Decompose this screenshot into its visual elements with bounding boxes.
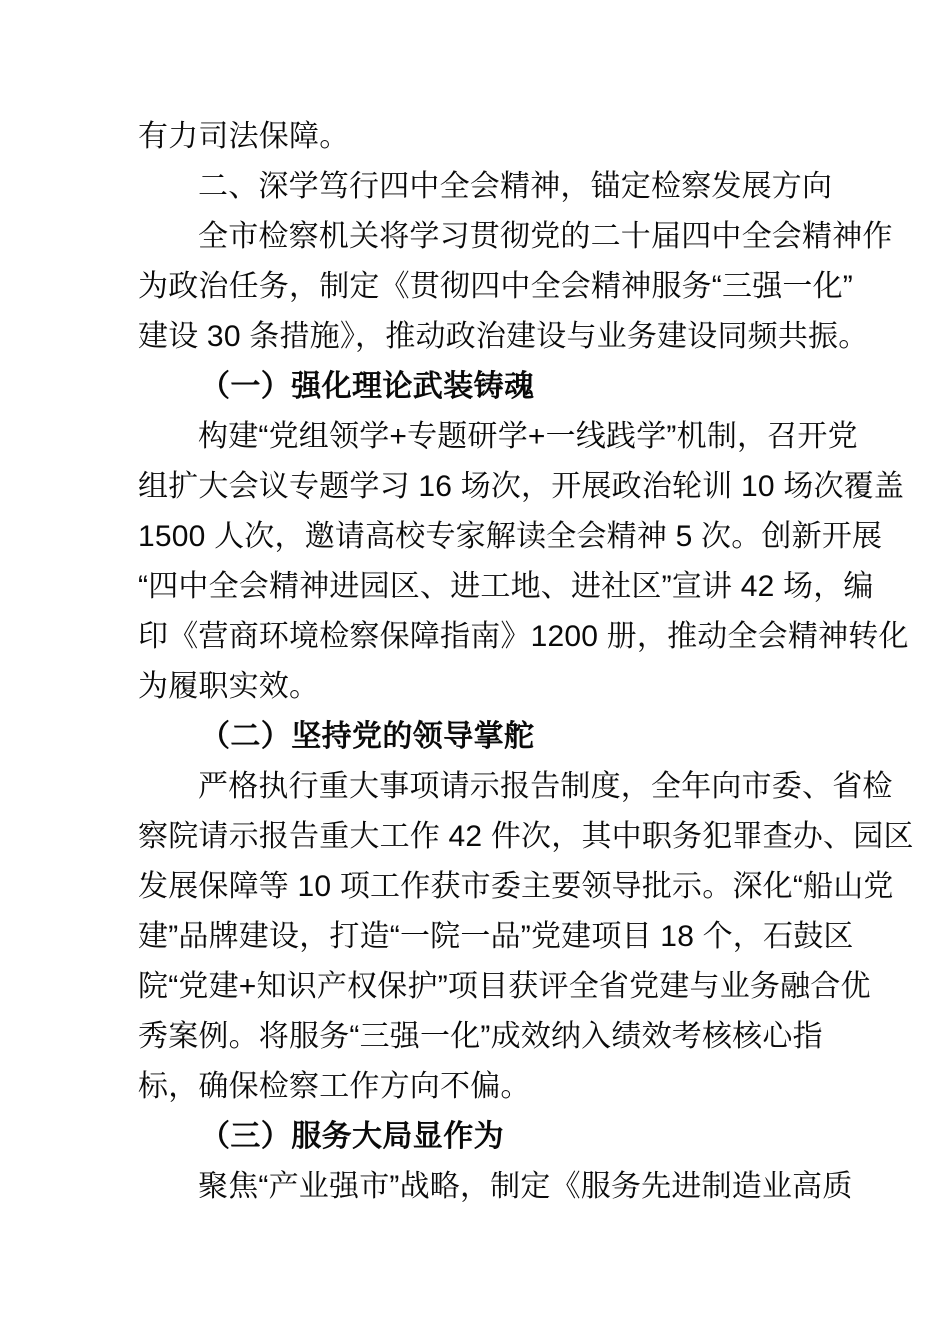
subheading-three: （三）服务大局显作为: [200, 1120, 504, 1153]
body-line: 建”品牌建设，打造“一院一品”党建项目 18 个，石鼓区: [138, 920, 854, 953]
section-heading: 二、深学笃行四中全会精神，锚定检察发展方向: [198, 170, 833, 203]
body-line: 构建“党组领学+专题研学+一线践学”机制，召开党: [198, 420, 858, 453]
body-line: 严格执行重大事项请示报告制度，全年向市委、省检: [198, 770, 893, 803]
body-line: 印《营商环境检察保障指南》1200 册，推动全会精神转化: [138, 620, 909, 653]
body-line: 组扩大会议专题学习 16 场次，开展政治轮训 10 场次覆盖: [138, 470, 905, 503]
body-line: 院“党建+知识产权保护”项目获评全省党建与业务融合优: [138, 970, 871, 1003]
body-line: 察院请示报告重大工作 42 件次，其中职务犯罪查办、园区: [138, 820, 914, 853]
body-line: 建设 30 条措施》，推动政治建设与业务建设同频共振。: [138, 320, 869, 353]
subheading-two: （二）坚持党的领导掌舵: [200, 720, 535, 753]
body-line: 有力司法保障。: [138, 120, 350, 153]
subheading-one: （一）强化理论武装铸魂: [200, 370, 535, 403]
body-line: 秀案例。将服务“三强一化”成效纳入绩效考核核心指: [138, 1020, 823, 1053]
body-line: 为政治任务，制定《贯彻四中全会精神服务“三强一化”: [138, 270, 853, 303]
body-line: 发展保障等 10 项工作获市委主要领导批示。深化“船山党: [138, 870, 894, 903]
body-line: 1500 人次，邀请高校专家解读全会精神 5 次。创新开展: [138, 520, 883, 553]
body-line: 为履职实效。: [138, 670, 320, 703]
document-text-body: [138, 112, 914, 1212]
body-line: “四中全会精神进园区、进工地、进社区”宣讲 42 场，编: [138, 570, 874, 603]
body-line: 全市检察机关将学习贯彻党的二十届四中全会精神作: [198, 220, 893, 253]
body-line: 聚焦“产业强市”战略，制定《服务先进制造业高质: [198, 1170, 853, 1203]
body-line: 标，确保检察工作方向不偏。: [138, 1070, 531, 1103]
